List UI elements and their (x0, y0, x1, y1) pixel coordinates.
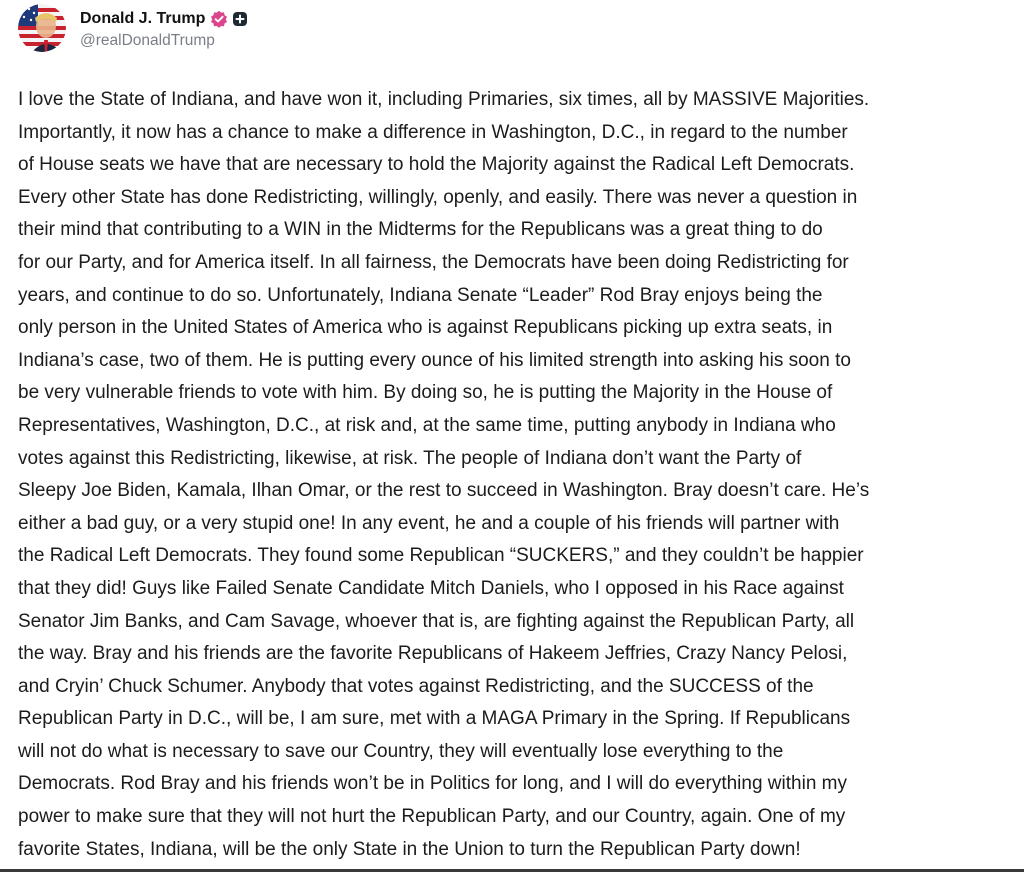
author-handle[interactable]: @realDonaldTrump (80, 31, 215, 49)
post-line: Indiana’s case, two of them. He is putting every ounce of his limited strength into asking his soon to (18, 349, 851, 371)
post-line: their mind that contributing to a WIN in the Midterms for the Republicans was a great thing to do (18, 219, 823, 241)
verified-badge-icon (210, 10, 228, 28)
post-line: years, and continue to do so. Unfortunately, Indiana Senate “Leader” Rod Bray enjoys being the (18, 284, 823, 306)
post-line: Republican Party in D.C., will be, I am sure, met with a MAGA Primary in the Spring. If Republicans (18, 708, 851, 730)
avatar-image (18, 4, 66, 52)
post-line: and Cryin’ Chuck Schumer. Anybody that votes against Redistricting, and the SUCCESS of the (18, 675, 814, 697)
post-line: I love the State of Indiana, and have won it, including Primaries, six times, all by MASSIVE Majorities. (18, 89, 870, 110)
post-line: only person in the United States of America who is against Republicans picking up extra seats, in (18, 317, 833, 339)
post-body (18, 84, 1024, 866)
post-line: power to make sure that they will not hurt the Republican Party, and our Country, again. One of my (18, 806, 846, 828)
post-header (18, 4, 248, 52)
post-line: Senator Jim Banks, and Cam Savage, whoever that is, are fighting against the Republican Party, all (18, 610, 855, 632)
plus-badge-icon (232, 11, 248, 27)
post-line: of House seats we have that are necessary to hold the Majority against the Radical Left Democrats. (18, 154, 855, 176)
post-line: votes against this Redistricting, likewise, at risk. The people of Indiana don’t want the Party of (18, 447, 802, 469)
post-line: favorite States, Indiana, will be the only State in the Union to turn the Republican Party down! (18, 838, 801, 860)
post-line: Importantly, it now has a chance to make a difference in Washington, D.C., in regard to the number (18, 121, 848, 143)
display-name[interactable]: Donald J. Trump (80, 9, 206, 27)
post-line: the Radical Left Democrats. They found some Republican “SUCKERS,” and they couldn’t be happier (18, 545, 864, 567)
post-line: Sleepy Joe Biden, Kamala, Ilhan Omar, or the rest to succeed in Washington. Bray doesn’t care. He’s (18, 480, 870, 502)
post-line: either a bad guy, or a very stupid one! In any event, he and a couple of his friends will partner with (18, 512, 840, 534)
post-line: Every other State has done Redistricting, willingly, openly, and easily. There was never a question in (18, 186, 858, 208)
post-line: for our Party, and for America itself. In all fairness, the Democrats have been doing Redistricting for (18, 251, 849, 273)
author-names (80, 7, 248, 50)
post-line: be very vulnerable friends to vote with him. By doing so, he is putting the Majority in the House of (18, 382, 833, 404)
post-line: that they did! Guys like Failed Senate Candidate Mitch Daniels, who I opposed in his Race against (18, 577, 844, 599)
post-line: Democrats. Rod Bray and his friends won’t be in Politics for long, and I will do everything within my (18, 773, 847, 795)
avatar[interactable] (18, 4, 66, 52)
name-row (80, 7, 248, 31)
post-line: the way. Bray and his friends are the favorite Republicans of Hakeem Jeffries, Crazy Nancy Pelosi, (18, 643, 848, 665)
post-line: will not do what is necessary to save our Country, they will eventually lose everything to the (18, 740, 784, 762)
post-line: Representatives, Washington, D.C., at risk and, at the same time, putting anybody in Indiana who (18, 414, 836, 436)
